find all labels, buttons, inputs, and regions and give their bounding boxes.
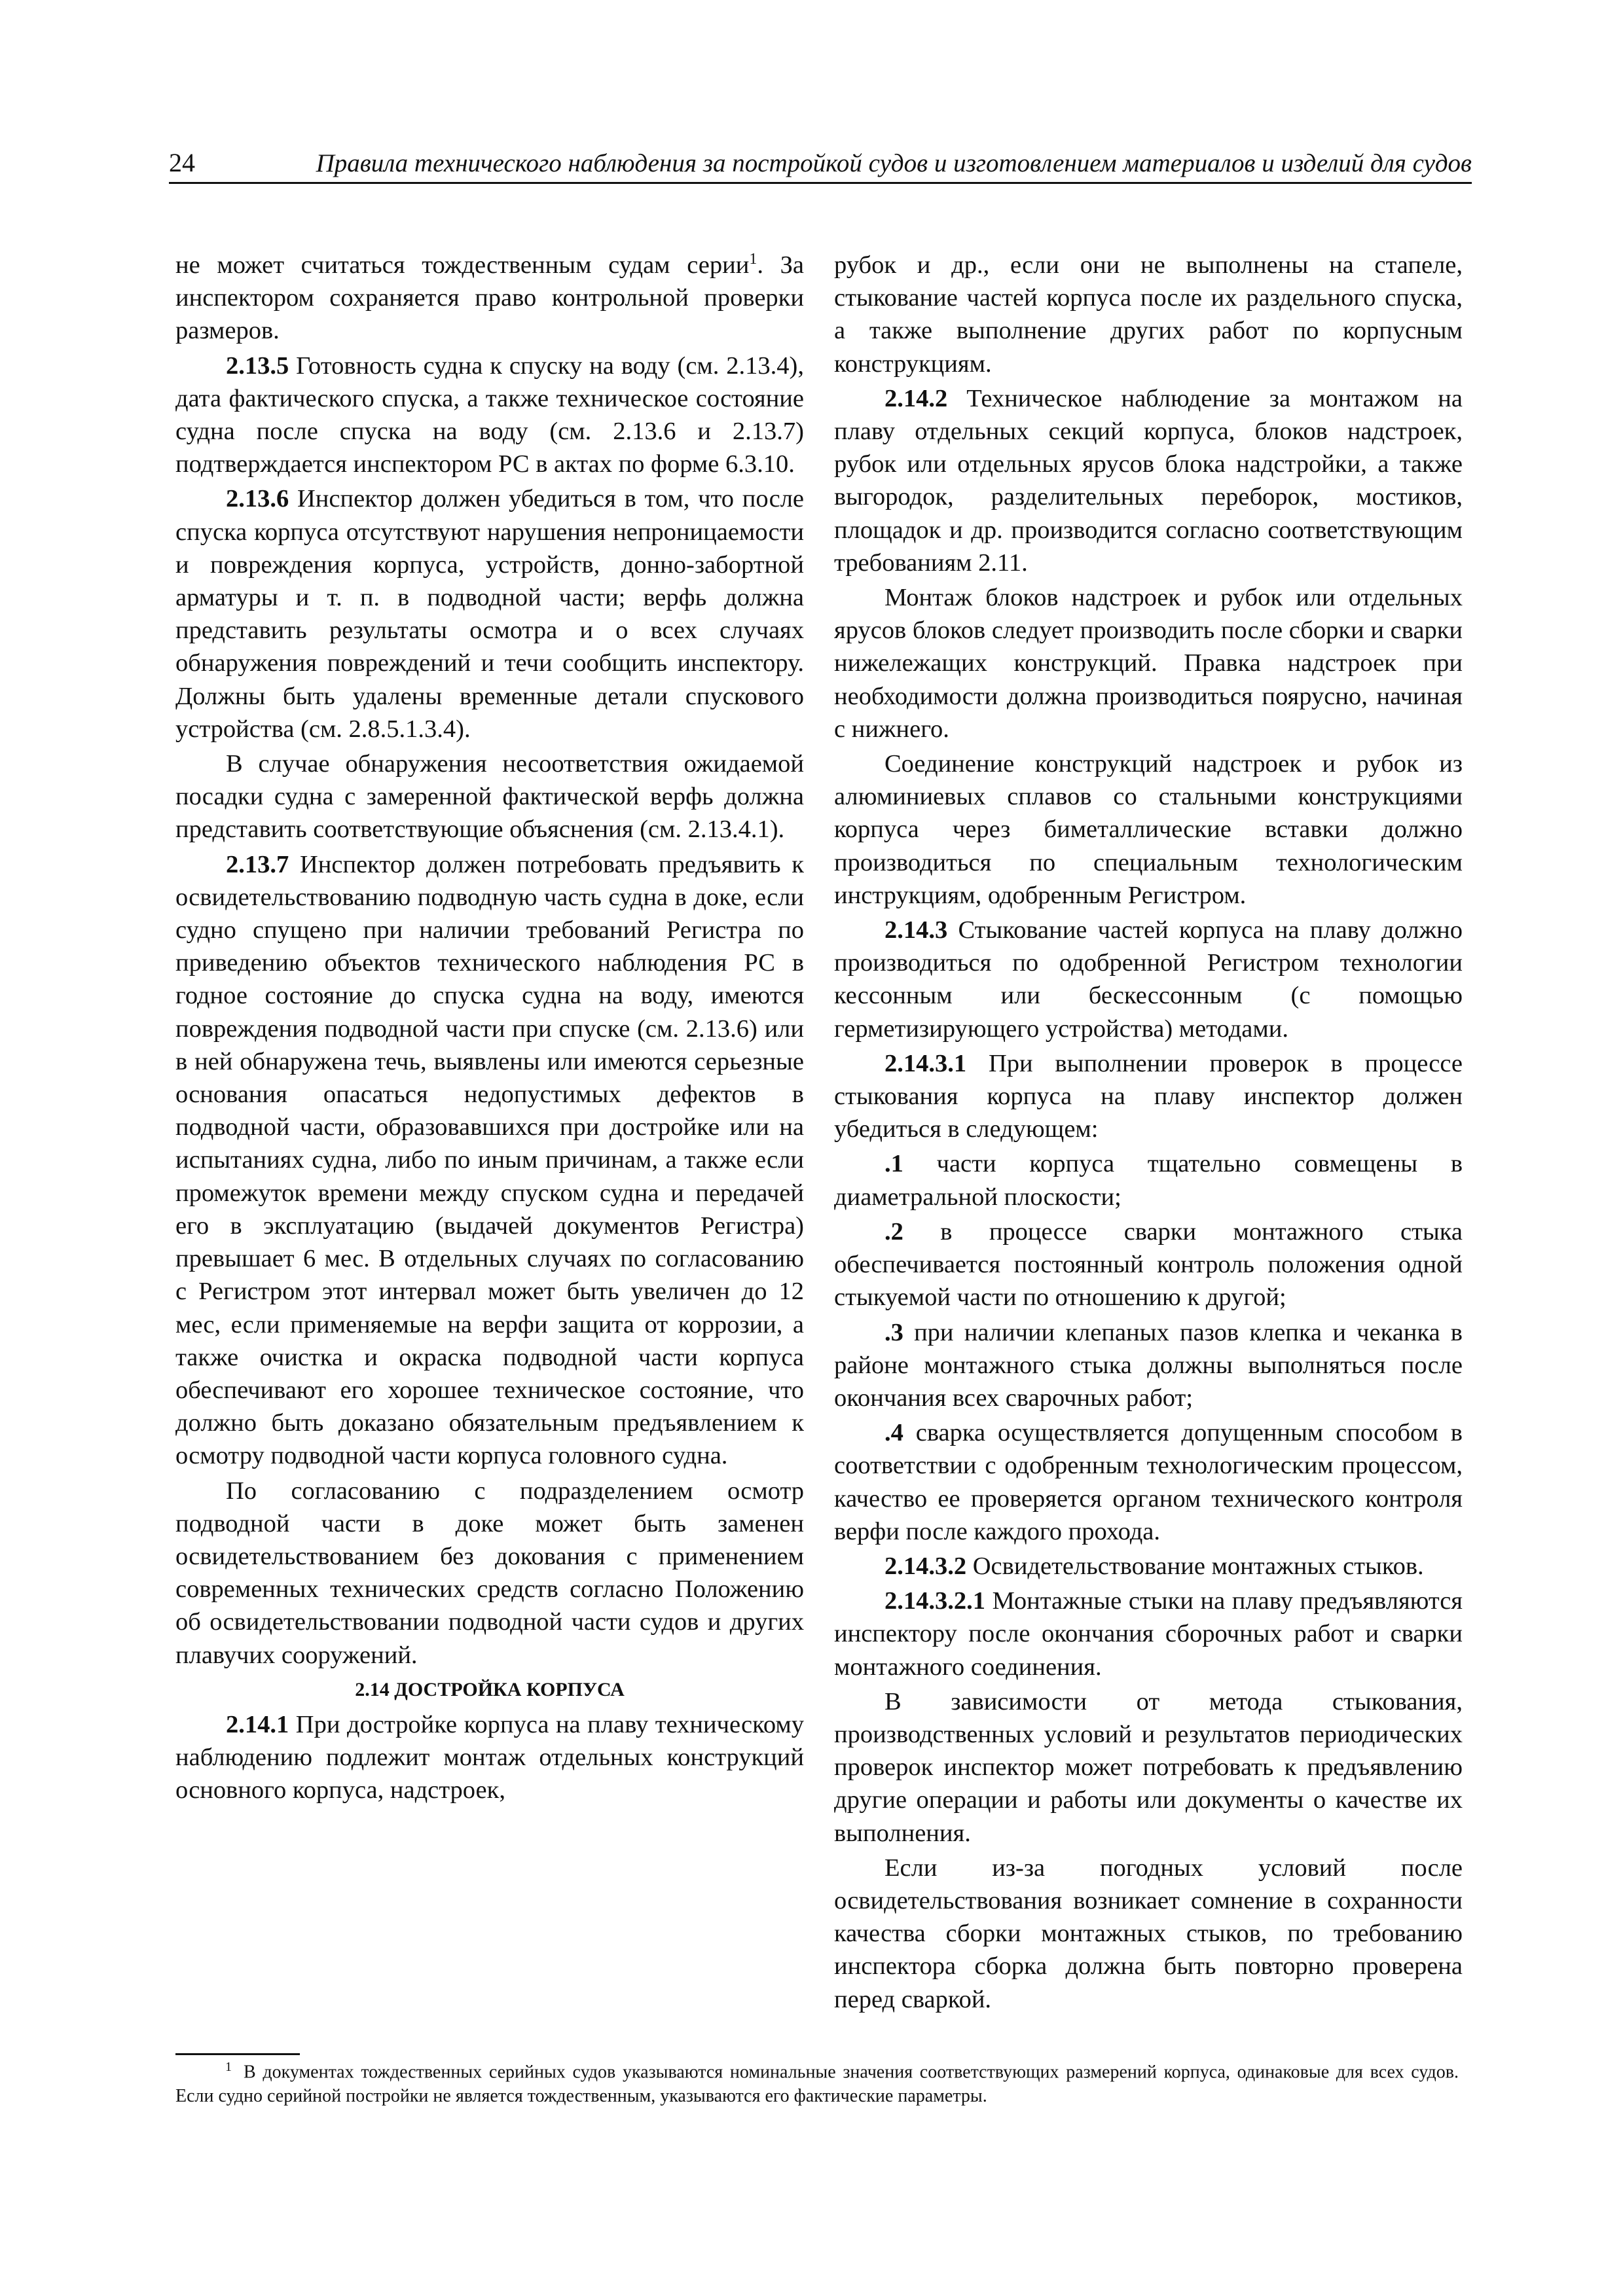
section-title: 2.14 ДОСТРОЙКА КОРПУСА	[355, 1678, 625, 1700]
paragraph: В случае обнаружения несоответствия ожидаемой посадки судна с замеренной фактической верфь должна представить соответствующие объяснения (см. 2.13.4.1).	[175, 750, 804, 844]
running-title: Правила технического наблюдения за постройкой судов и изготовлением материалов и изделий для судов	[316, 149, 1472, 177]
footnote-text: В документах тождественных серийных судов указываются номинальные значения соответствующих размерений корпуса, одинаковые для всех судов. Если судно серийной постройки не является тождественным, указываются его фактические параметры.	[175, 2062, 1459, 2107]
clause-2-14-3-1: 2.14.3.1 При выполнении проверок в процессе стыкования корпуса на плаву инспектор должен убедиться в следующем:	[834, 1049, 1463, 1143]
left-column	[175, 249, 804, 1809]
paragraph: рубок и др., если они не выполнены на стапеле, стыкование частей корпуса после их раздельного спуска, а также выполнение других работ по корпусным конструкциям.	[834, 251, 1463, 378]
paragraph: По согласованию с подразделением осмотр подводной части в доке может быть заменен освидетельствованием без докования с применением современных технических средств согласно Положению об освидетельствовании подводной части судов и других плавучих сооружений.	[175, 1477, 804, 1669]
footnote-mark: 1	[225, 2060, 232, 2074]
clause-2-14-3: 2.14.3 Стыкование частей корпуса на плаву должно производиться по одобренной Регистром технологии кессонным или бескессонным (с помощью герметизирующего устройства) методами.	[834, 916, 1463, 1043]
paragraph: Соединение конструкций надстроек и рубок из алюминиевых сплавов со стальными конструкциями корпуса через биметаллические вставки должно производиться по специальным технологическим инструкциям, одобренным Регистром.	[834, 750, 1463, 909]
clause-2-14-2: 2.14.2 Техническое наблюдение за монтажом на плаву отдельных секций корпуса, блоков надстроек, рубок или отдельных ярусов блока надстройки, а также выгородок, разделительных переборок, мостиков, площадок и др. производится согласно соответствующим требованиям 2.11.	[834, 384, 1463, 577]
running-header	[169, 144, 1472, 184]
clause-2-14-3-2: 2.14.3.2 Освидетельствование монтажных стыков.	[884, 1552, 1424, 1580]
clause-2-14-1: 2.14.1 При достройке корпуса на плаву техническому наблюдению подлежит монтаж отдельных конструкций основного корпуса, надстроек,	[175, 1710, 804, 1804]
page-number: 24	[169, 148, 195, 177]
list-item: .1 части корпуса тщательно совмещены в диаметральной плоскости;	[834, 1150, 1463, 1211]
clause-2-14-3-2-1: 2.14.3.2.1 Монтажные стыки на плаву предъявляются инспектору после окончания сборочных работ и сварки монтажного соединения.	[834, 1587, 1463, 1681]
paragraph: не может считаться тождественным судам серии$^1$. За инспектором сохраняется право контрольной проверки размеров.	[175, 251, 804, 345]
right-column	[834, 249, 1463, 2018]
clause-2-13-7: 2.13.7 Инспектор должен потребовать предъявить к освидетельствованию подводную часть судна в доке, если судно спущено при наличии требований Регистра по приведению объектов технического наблюдения РС в годное состояние до спуска судна на воду, имеются повреждения подводной части при спуске (см. 2.13.6) или в ней обнаружена течь, выявлены или имеются серьезные основания опасаться недопустимых дефектов в подводной части, образовавшихся при достройке или на испытаниях судна, либо по иным причинам, а также если промежуток времени между спуском судна и передачей его в эксплуатацию (выдачей документов Регистра) превышает 6 мес. В отдельных случаях по согласованию с Регистром этот интервал может быть увеличен до 12 мес, если применяемые на верфи защита от коррозии, а также очистка и окраска подводной части корпуса обеспечивают его хорошее техническое состояние, что должно быть доказано обязательным предъявлением к осмотру подводной части корпуса головного судна.	[175, 850, 804, 1470]
list-item: .4 сварка осуществляется допущенным способом в соответствии с одобренным технологическим процессом, качество ее проверяется органом технического контроля верфи после каждого прохода.	[834, 1419, 1463, 1545]
paragraph: Если из-за погодных условий после освидетельствования возникает сомнение в сохранности качества сборки монтажных стыков, по требованию инспектора сборка должна быть повторно проверена перед сваркой.	[834, 1854, 1463, 2013]
footnote	[175, 2055, 1459, 2108]
paragraph: В зависимости от метода стыкования, производственных условий и результатов периодических проверок инспектор может потребовать к предъявлению другие операции и работы или документы о качестве их выполнения.	[834, 1687, 1463, 1847]
clause-2-13-6: 2.13.6 Инспектор должен убедиться в том, что после спуска корпуса отсутствуют нарушения непроницаемости и повреждения корпуса, устройств, донно-забортной арматуры и т. п. в подводной части; верфь должна представить результаты осмотра и о всех случаях обнаружения повреждений и течи сообщить инспектору. Должны быть удалены временные детали спускового устройства (см. 2.8.5.1.3.4).	[175, 485, 804, 743]
paragraph: Монтаж блоков надстроек и рубок или отдельных ярусов блоков следует производить после сборки и сварки нижележащих конструкций. Правка надстроек при необходимости должна производиться поярусно, начиная с нижнего.	[834, 584, 1463, 743]
footnote-ref[interactable]: 1	[749, 251, 757, 268]
list-item: .3 при наличии клепаных пазов клепка и чеканка в районе монтажного стыка должны выполняться после окончания всех сварочных работ;	[834, 1318, 1463, 1412]
list-item: .2 в процессе сварки монтажного стыка обеспечивается постоянный контроль положения одной стыкуемой части по отношению к другой;	[834, 1217, 1463, 1312]
clause-2-13-5: 2.13.5 Готовность судна к спуску на воду (см. 2.13.4), дата фактического спуска, а также техническое состояние судна после спуска на воду (см. 2.13.6 и 2.13.7) подтверждается инспектором РС в актах по форме 6.3.10.	[175, 351, 804, 478]
